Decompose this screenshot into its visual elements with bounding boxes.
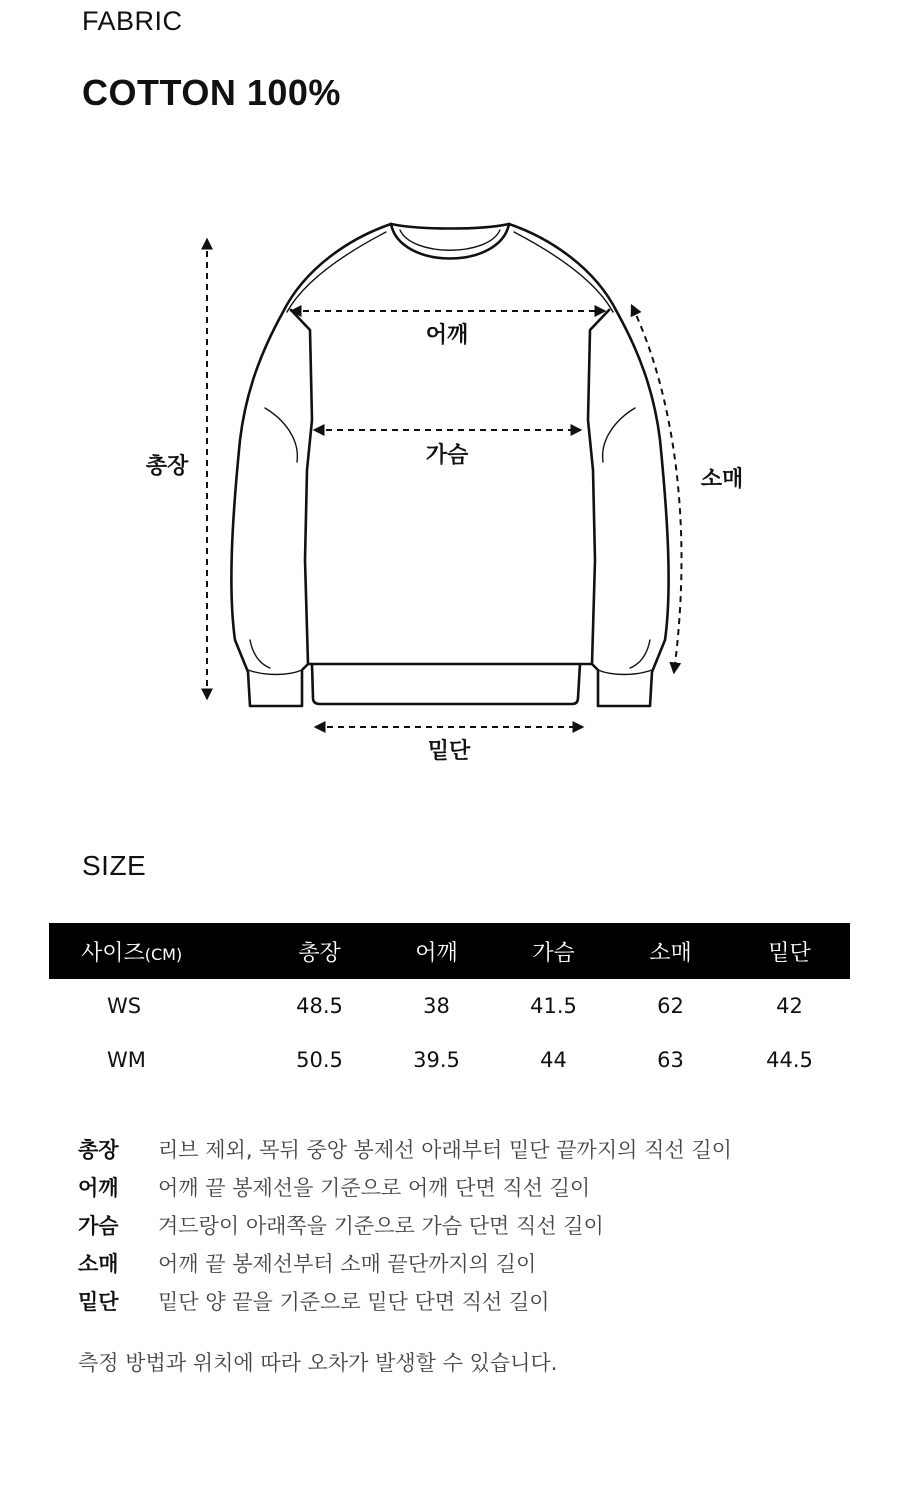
column-header-hem: 밑단 (729, 923, 850, 979)
chest-label: 가슴 (425, 443, 469, 468)
column-header-sleeve: 소매 (612, 923, 729, 979)
definition-term: 가슴 (78, 1214, 119, 1238)
table-cell: 38 (423, 994, 450, 1018)
definition-item (78, 1206, 732, 1244)
table-cell: 62 (657, 994, 684, 1018)
column-header-chest: 가슴 (495, 923, 612, 979)
column-header-shoulder: 어깨 (378, 923, 495, 979)
sweatshirt-measurement-diagram (0, 200, 900, 780)
measurement-definitions (78, 1130, 732, 1320)
size-cell: WM (107, 1048, 146, 1072)
table-cell: 63 (657, 1048, 684, 1072)
definition-description: 어깨 끝 봉제선을 기준으로 어깨 단면 직선 길이 (158, 1176, 591, 1200)
total-length-label: 총장 (145, 454, 189, 479)
fabric-value: COTTON 100% (82, 72, 341, 113)
shoulder-label: 어깨 (425, 323, 469, 348)
definition-description: 어깨 끝 봉제선부터 소매 끝단까지의 길이 (158, 1252, 537, 1276)
definition-term: 총장 (78, 1138, 119, 1162)
definition-term: 어깨 (78, 1176, 119, 1200)
measurement-note: 측정 방법과 위치에 따라 오차가 발생할 수 있습니다. (78, 1351, 558, 1375)
definition-description: 밑단 양 끝을 기준으로 밑단 단면 직선 길이 (158, 1290, 550, 1314)
table-cell: 44 (540, 1048, 567, 1072)
definition-term: 밑단 (78, 1290, 119, 1314)
table-row (49, 1033, 850, 1087)
definition-description: 겨드랑이 아래쪽을 기준으로 가슴 단면 직선 길이 (158, 1214, 604, 1238)
size-heading: SIZE (82, 850, 147, 881)
table-cell: 42 (776, 994, 803, 1018)
table-cell: 41.5 (530, 994, 577, 1018)
size-cell: WS (107, 994, 142, 1018)
hem-label: 밑단 (427, 739, 471, 764)
size-column-header (49, 923, 261, 979)
definition-item (78, 1130, 732, 1168)
definition-item (78, 1244, 732, 1282)
table-row (49, 979, 850, 1033)
table-header-row (49, 923, 850, 979)
table-cell: 44.5 (766, 1048, 813, 1072)
table-cell: 39.5 (413, 1048, 460, 1072)
table-cell: 48.5 (296, 994, 343, 1018)
unit-label: (CM) (144, 944, 183, 964)
fabric-label: FABRIC (82, 6, 183, 36)
column-header-total-length: 총장 (261, 923, 378, 979)
definition-item (78, 1168, 732, 1206)
size-table (49, 923, 850, 1087)
definition-item (78, 1282, 732, 1320)
definition-term: 소매 (78, 1252, 119, 1276)
size-header-label: 사이즈 (81, 940, 145, 966)
table-cell: 50.5 (296, 1048, 343, 1072)
sleeve-label: 소매 (700, 467, 744, 492)
definition-description: 리브 제외, 목뒤 중앙 봉제선 아래부터 밑단 끝까지의 직선 길이 (158, 1138, 732, 1162)
